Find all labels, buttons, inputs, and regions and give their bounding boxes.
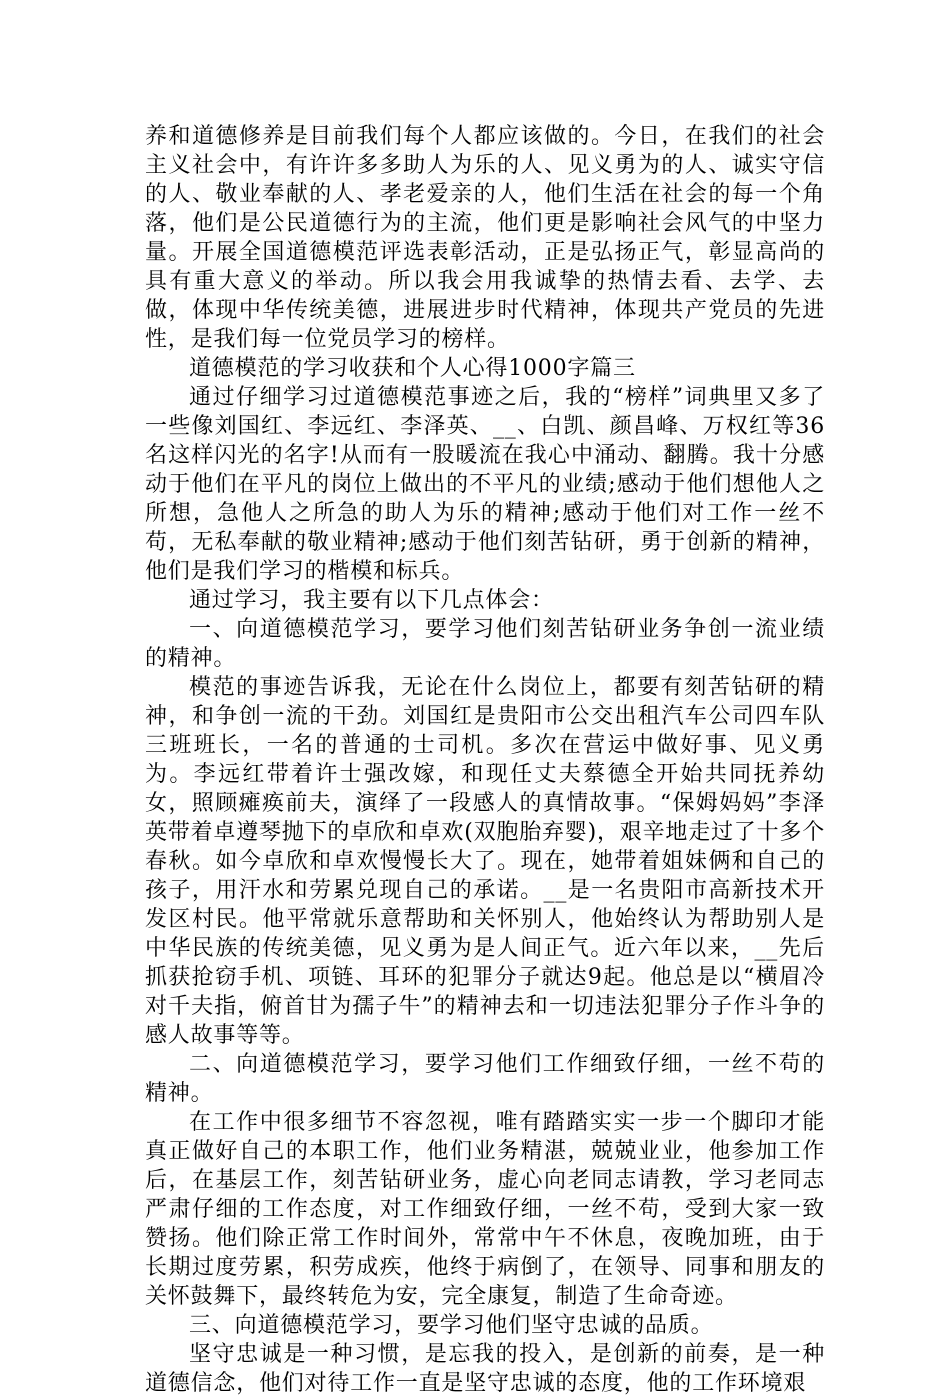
point-three-heading: 三、向道德模范学习，要学习他们坚守忠诚的品质。	[189, 1313, 714, 1338]
point-three-body: 坚守忠诚是一种习惯，是忘我的投入，是创新的前奏，是一种道德信念，他们对待工作一直是坚守忠诚的态度，他的工作环境艰	[145, 1342, 825, 1396]
section-heading: 道德模范的学习收获和个人心得1000字篇三	[189, 356, 636, 381]
point-two-heading: 二、向道德模范学习，要学习他们工作细致仔细，一丝不苟的精神。	[145, 1052, 825, 1106]
point-one-body: 模范的事迹告诉我，无论在什么岗位上，都要有刻苦钻研的精神，和争创一流的干劲。刘国红是贵阳市公交出租汽车公司四车队三班班长，一名的普通的士司机。多次在营运中做好事、见义勇为。李远红带着许士强改嫁，和现任丈夫蔡德全开始共同抚养幼女，照顾瘫痪前夫，演绎了一段感人的真情故事。“保姆妈妈”李泽英带着卓遵琴抛下的卓欣和卓欢(双胞胎弃婴)，艰辛地走过了十多个春秋。如今卓欣和卓欢慢慢长大了。现在，她带着姐妹俩和自己的孩子，用汗水和劳累兑现自己的承诺。__是一名贵阳市高新技术开发区村民。他平常就乐意帮助和关怀别人，他始终认为帮助别人是中华民族的传统美德，见义勇为是人间正气。近六年以来，__先后抓获抢窃手机、项链、耳环的犯罪分子就达9起。他总是以“横眉冷对千夫指，俯首甘为孺子牛”的精神去和一切违法犯罪分子作斗争的感人故事等等。	[145, 675, 825, 1048]
point-one-heading: 一、向道德模范学习，要学习他们刻苦钻研业务争创一流业绩的精神。	[145, 617, 825, 671]
paragraph-continuation: 养和道德修养是目前我们每个人都应该做的。今日，在我们的社会主义社会中，有许许多多助人为乐的人、见义勇为的人、诚实守信的人、敬业奉献的人、孝老爱亲的人，他们生活在社会的每一个角落，他们是公民道德行为的主流，他们更是影响社会风气的中坚力量。开展全国道德模范评选表彰活动，正是弘扬正气，彰显高尚的具有重大意义的举动。所以我会用我诚挚的热情去看、去学、去做，体现中华传统美德，进展进步时代精神，体现共产党员的先进性，是我们每一位党员学习的榜样。	[145, 124, 825, 352]
document-body	[145, 122, 825, 1398]
point-two-body: 在工作中很多细节不容忽视，唯有踏踏实实一步一个脚印才能真正做好自己的本职工作，他们业务精湛，兢兢业业，他参加工作后，在基层工作，刻苦钻研业务，虚心向老同志请教，学习老同志严肃仔细的工作态度，对工作细致仔细，一丝不苟，受到大家一致赞扬。他们除正常工作时间外，常常中午不休息，夜晚加班，由于长期过度劳累，积劳成疾，他终于病倒了，在领导、同事和朋友的关怀鼓舞下，最终转危为安，完全康复，制造了生命奇迹。	[145, 1110, 825, 1309]
paragraph-intro: 通过仔细学习过道德模范事迹之后，我的“榜样”词典里又多了一些像刘国红、李远红、李泽英、__、白凯、颜昌峰、万权红等36名这样闪光的名字!从而有一股暖流在我心中涌动、翻腾。我十分感动于他们在平凡的岗位上做出的不平凡的业绩;感动于他们想他人之所想，急他人之所急的助人为乐的精神;感动于他们对工作一丝不苟，无私奉献的敬业精神;感动于他们刻苦钻研，勇于创新的精神，他们是我们学习的楷模和标兵。	[145, 385, 825, 584]
paragraph-summary-lead: 通过学习，我主要有以下几点体会：	[189, 588, 554, 613]
